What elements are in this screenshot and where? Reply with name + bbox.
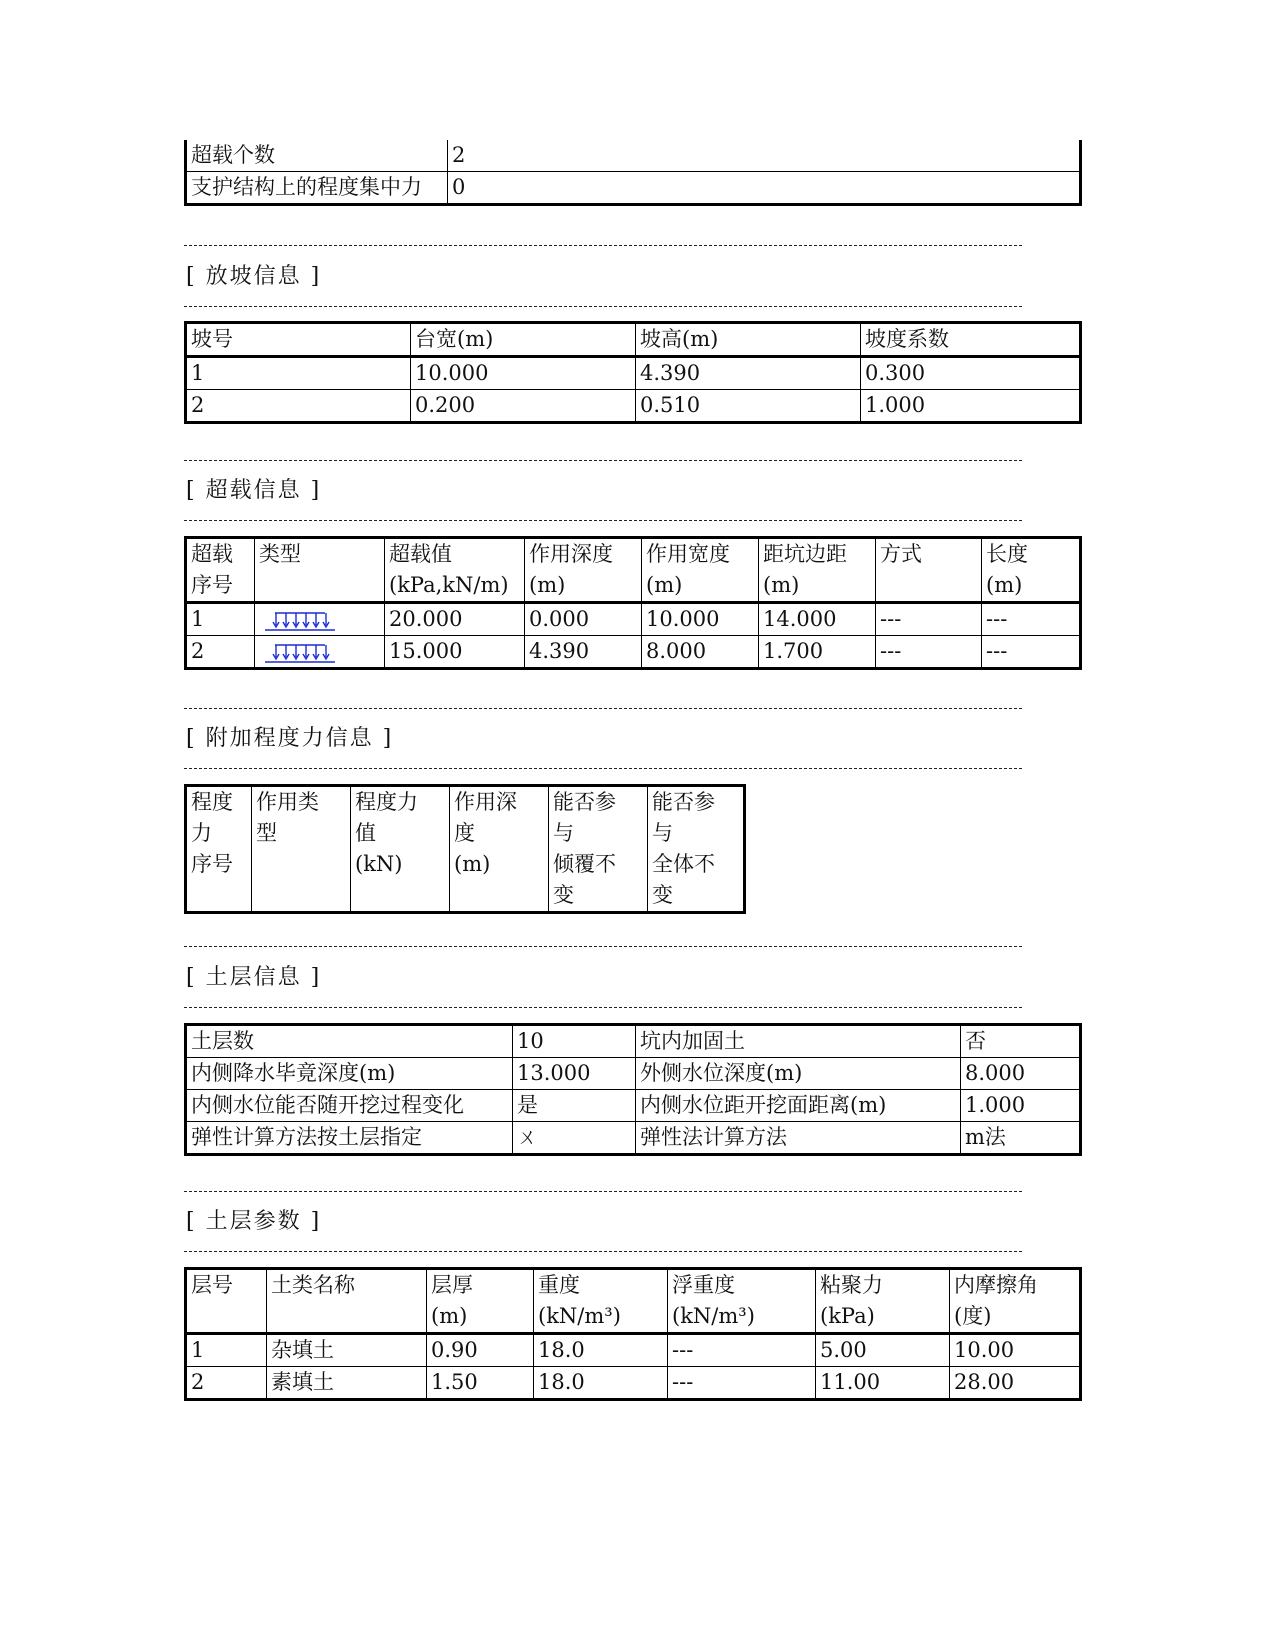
column-header: 能否参 与 全体不 变 (648, 786, 745, 913)
column-header: 超载值 (kPa,kN/m) (385, 538, 525, 603)
table-row (186, 1090, 1081, 1122)
table-cell: 4.390 (636, 357, 861, 390)
table-cell: 18.0 (534, 1367, 668, 1400)
table-cell: 内侧降水毕竟深度(m) (186, 1058, 513, 1090)
section-title-params: [ 土层参数 ] (186, 1209, 322, 1234)
overload-summary-table (184, 140, 1082, 206)
header-row (186, 786, 745, 913)
table-cell: 20.000 (385, 603, 525, 636)
section-title-slope: [ 放坡信息 ] (186, 264, 322, 289)
column-header: 坡高(m) (636, 323, 861, 357)
table-cell: 2 (186, 390, 411, 423)
table-cell: --- (982, 603, 1081, 636)
header-row (186, 1269, 1081, 1334)
column-header: 内摩擦角 (度) (950, 1269, 1081, 1334)
column-header: 距坑边距 (m) (759, 538, 876, 603)
column-header: 浮重度 (kN/m³) (668, 1269, 816, 1334)
table-cell: --- (982, 636, 1081, 669)
table-row (186, 1334, 1081, 1367)
table-cell: 11.00 (816, 1367, 950, 1400)
table-cell: 1.700 (759, 636, 876, 669)
column-header: 长度 (m) (982, 538, 1081, 603)
table-cell: 1.000 (961, 1090, 1081, 1122)
table-row (186, 1025, 1081, 1058)
table-cell: 5.00 (816, 1334, 950, 1367)
table-cell: 13.000 (513, 1058, 636, 1090)
column-header: 作用类 型 (252, 786, 351, 913)
separator (184, 768, 1022, 769)
table-cell: 10 (513, 1025, 636, 1058)
separator (184, 520, 1022, 521)
column-header: 层厚 (m) (427, 1269, 534, 1334)
table-cell: 素填土 (267, 1367, 427, 1400)
table-cell: 外侧水位深度(m) (636, 1058, 961, 1090)
separator (184, 708, 1022, 709)
load-type-cell (255, 603, 385, 636)
table-cell: 8.000 (961, 1058, 1081, 1090)
table-cell: 10.00 (950, 1334, 1081, 1367)
table-cell: ㄨ (513, 1122, 636, 1155)
table-row (186, 1367, 1081, 1400)
column-header: 程度力 值 (kN) (351, 786, 450, 913)
column-header: 方式 (876, 538, 982, 603)
section-title-extra-force: [ 附加程度力信息 ] (186, 726, 394, 751)
table-cell: 坑内加固土 (636, 1025, 961, 1058)
table-row (186, 140, 1081, 172)
table-row (186, 172, 1081, 205)
column-header: 重度 (kN/m³) (534, 1269, 668, 1334)
column-header: 坡度系数 (861, 323, 1081, 357)
table-cell: 28.00 (950, 1367, 1081, 1400)
column-header: 台宽(m) (411, 323, 636, 357)
table-row (186, 603, 1081, 636)
table-cell: --- (668, 1367, 816, 1400)
table-cell: 弹性计算方法按土层指定 (186, 1122, 513, 1155)
distributed-load-icon (263, 610, 337, 632)
slope-table (184, 321, 1082, 424)
table-cell: 1 (186, 1334, 267, 1367)
soil-info-table (184, 1023, 1082, 1156)
table-cell: 15.000 (385, 636, 525, 669)
load-type-cell (255, 636, 385, 669)
table-cell: 2 (186, 1367, 267, 1400)
header-row (186, 323, 1081, 357)
table-cell: 18.0 (534, 1334, 668, 1367)
surcharge-table (184, 536, 1082, 670)
column-header: 作用宽度 (m) (642, 538, 759, 603)
row-label: 超载个数 (186, 140, 448, 172)
separator (184, 306, 1022, 307)
separator (184, 1251, 1022, 1252)
column-header: 能否参 与 倾覆不 变 (549, 786, 648, 913)
table-cell: 4.390 (525, 636, 642, 669)
table-row (186, 390, 1081, 423)
column-header: 程度 力 序号 (186, 786, 252, 913)
table-cell: 1.50 (427, 1367, 534, 1400)
table-cell: 10.000 (642, 603, 759, 636)
table-cell: 0.200 (411, 390, 636, 423)
column-header: 超载 序号 (186, 538, 255, 603)
row-label: 支护结构上的程度集中力 (186, 172, 448, 205)
table-cell: 杂填土 (267, 1334, 427, 1367)
table-cell: 0.000 (525, 603, 642, 636)
section-title-surcharge: [ 超载信息 ] (186, 478, 322, 503)
table-cell: 是 (513, 1090, 636, 1122)
section-title-soil: [ 土层信息 ] (186, 965, 322, 990)
table-cell: 否 (961, 1025, 1081, 1058)
separator (184, 946, 1022, 947)
table-cell: 10.000 (411, 357, 636, 390)
column-header: 坡号 (186, 323, 411, 357)
table-cell: 1.000 (861, 390, 1081, 423)
column-header: 粘聚力 (kPa) (816, 1269, 950, 1334)
table-cell: --- (876, 603, 982, 636)
soil-params-table (184, 1267, 1082, 1401)
table-cell: 8.000 (642, 636, 759, 669)
column-header: 层号 (186, 1269, 267, 1334)
column-header: 作用深度 (m) (525, 538, 642, 603)
distributed-load-icon (263, 642, 337, 664)
table-row (186, 1122, 1081, 1155)
table-cell: m法 (961, 1122, 1081, 1155)
table-row (186, 636, 1081, 669)
table-cell: 0.90 (427, 1334, 534, 1367)
table-cell: 2 (186, 636, 255, 669)
separator (184, 460, 1022, 461)
table-cell: 0.510 (636, 390, 861, 423)
separator (184, 245, 1022, 246)
table-cell: --- (668, 1334, 816, 1367)
table-cell: 土层数 (186, 1025, 513, 1058)
table-cell: --- (876, 636, 982, 669)
table-cell: 1 (186, 603, 255, 636)
table-cell: 内侧水位能否随开挖过程变化 (186, 1090, 513, 1122)
separator (184, 1007, 1022, 1008)
header-row (186, 538, 1081, 603)
row-value: 2 (448, 140, 1081, 172)
table-row (186, 357, 1081, 390)
table-cell: 1 (186, 357, 411, 390)
table-row (186, 1058, 1081, 1090)
table-cell: 弹性法计算方法 (636, 1122, 961, 1155)
table-cell: 0.300 (861, 357, 1081, 390)
column-header: 土类名称 (267, 1269, 427, 1334)
extra-force-table (184, 784, 746, 914)
column-header: 类型 (255, 538, 385, 603)
table-cell: 14.000 (759, 603, 876, 636)
table-cell: 内侧水位距开挖面距离(m) (636, 1090, 961, 1122)
separator (184, 1191, 1022, 1192)
column-header: 作用深 度 (m) (450, 786, 549, 913)
row-value: 0 (448, 172, 1081, 205)
